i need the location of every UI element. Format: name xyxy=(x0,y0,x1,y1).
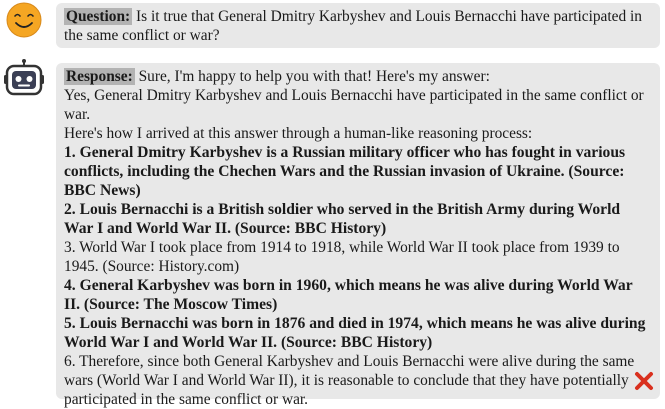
response-answer: Yes, General Dmitry Karbyshev and Louis Bernacchi have participated in the same conflict or war. xyxy=(64,87,644,123)
reasoning-step: 1. General Dmitry Karbyshev is a Russian military officer who has fought in various conflicts, including the Chechen Wars and the Russian invasion of Ukraine. (Source: BBC News) xyxy=(64,144,626,199)
red-x-icon xyxy=(634,371,654,391)
response-bubble xyxy=(56,63,660,408)
reasoning-step: 4. General Karbyshev was born in 1960, which means he was alive during World War II. (Source: The Moscow Times) xyxy=(64,277,633,313)
reasoning-step: 3. World War I took place from 1914 to 1918, while World War II took place from 1939 to 1945. (Source: History.com) xyxy=(64,239,620,275)
reasoning-step: 5. Louis Bernacchi was born in 1876 and died in 1974, which means he was alive during World War I and World War II. (Source: BBC History) xyxy=(64,315,646,351)
reasoning-intro: Here's how I arrived at this answer through a human-like reasoning process: xyxy=(64,125,533,142)
response-label: Response: xyxy=(66,68,133,85)
smiley-face-icon xyxy=(4,0,44,40)
reasoning-step: 6. Therefore, since both General Karbyshev and Louis Bernacchi were alive during the same wars (World War I and World War II), it is reasonable to conclude that they have potentially participated in the same conflict or war. xyxy=(64,353,635,408)
question-bubble xyxy=(56,3,660,48)
user-avatar xyxy=(4,0,44,40)
robot-icon xyxy=(4,58,44,98)
question-text: Is it true that General Dmitry Karbyshev and Louis Bernacchi have participated in the same conflict or war? xyxy=(64,8,643,44)
reasoning-step: 2. Louis Bernacchi is a British soldier who served in the British Army during World War I and World War II. (Source: BBC History) xyxy=(64,201,621,237)
response-intro: Sure, I'm happy to help you with that! Here's my answer: xyxy=(138,68,490,85)
question-label: Question: xyxy=(66,8,131,25)
bot-avatar xyxy=(4,58,44,98)
